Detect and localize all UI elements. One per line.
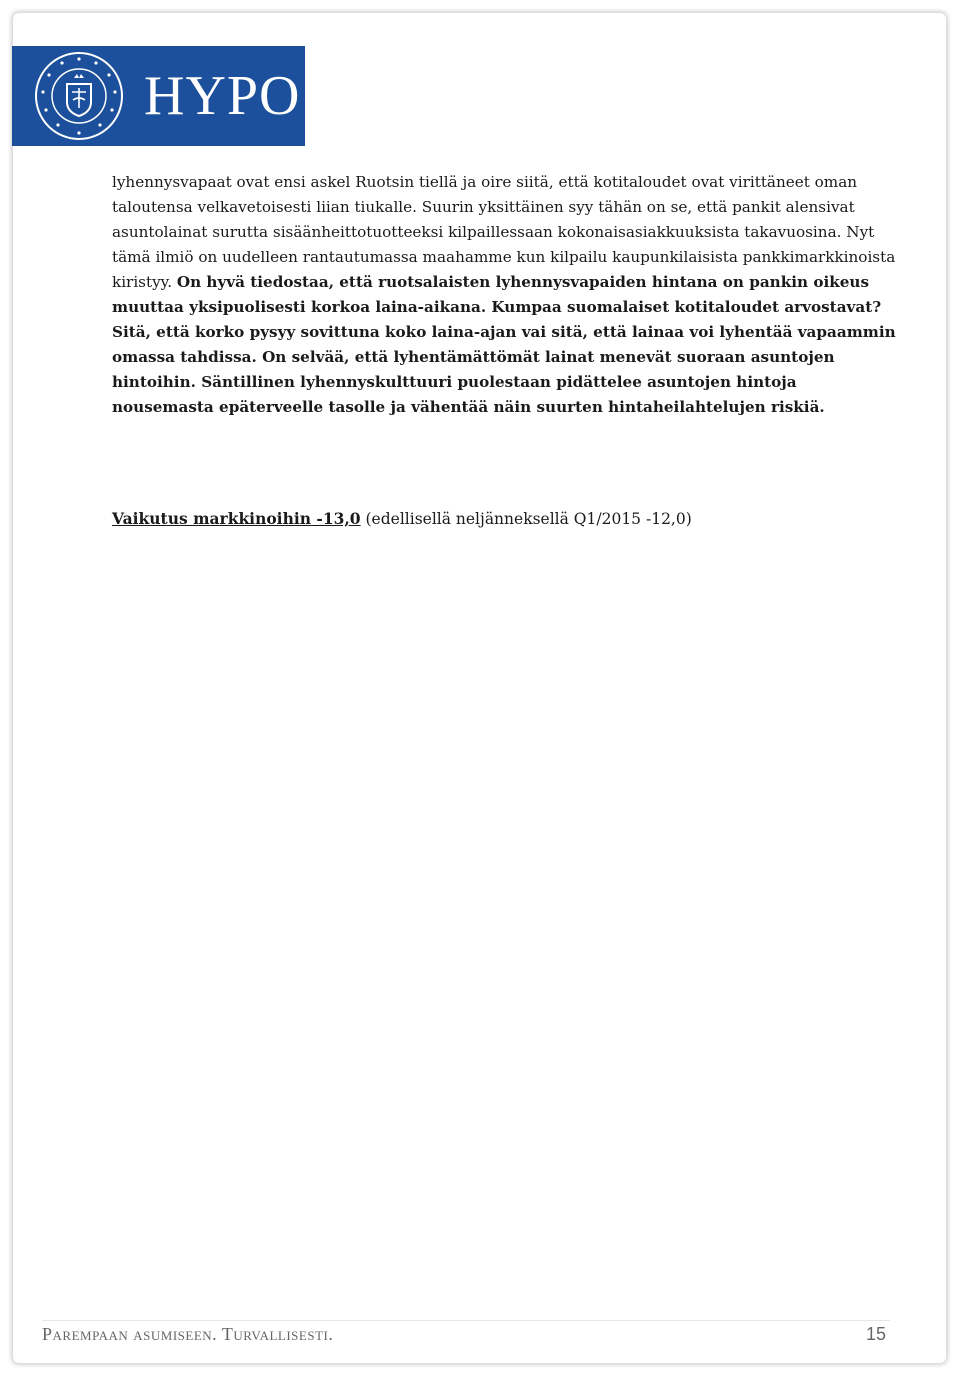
footer-slogan: Parempaan asumiseen. Turvallisesti. — [42, 1324, 334, 1344]
body-text-intro: lyhennysvapaat ovat ensi askel Ruotsin tiellä ja oire siitä, että kotitaloudet ovat virittäneet oman taloutensa velkavetoisesti liian tiukalle. Suurin yksittäinen syy tähän on se, että pankit alensivat asuntolainat surutta sisäänheittotuotteeksi kilpaillessaan kokonaisasiakkuuksista takavuosina. — [112, 173, 858, 241]
footer-divider — [42, 1320, 890, 1321]
hypo-logo — [12, 46, 305, 146]
hypo-seal-icon — [34, 50, 124, 142]
body-text-sans: Nyt tämä ilmiö on uudelleen rantautumassa maahamme kun kilpailu kaupunkilaisista pankkimarkkinoista kiristyy. — [112, 223, 896, 291]
market-impact — [112, 506, 902, 532]
page-number: 15 — [866, 1324, 887, 1344]
market-impact-label: Vaikutus markkinoihin -13,0 — [112, 509, 361, 528]
body-text-bold: On hyvä tiedostaa, että ruotsalaisten lyhennysvapaiden hintana on pankin oikeus muuttaa yksipuolisesti korkoa laina-aikana. Kumpaa suomalaiset kotitaloudet arvostavat? Sitä, että korko pysyy sovittuna koko laina-ajan vai sitä, että lainaa voi lyhentää vapaammin omassa tahdissa. On selvää, että lyhentämättömät lainat menevät suoraan asuntojen hintoihin. Säntillinen lyhennyskulttuuri puolestaan pidättelee asuntojen hintoja nousemasta epäterveelle tasolle ja vähentää näin suurten hintaheilahtelujen riskiä. — [112, 273, 896, 416]
body-paragraph — [112, 170, 902, 420]
market-impact-comparison: (edellisellä neljänneksellä Q1/2015 -12,0) — [360, 510, 692, 528]
logo-wordmark: HYPO — [144, 65, 301, 127]
